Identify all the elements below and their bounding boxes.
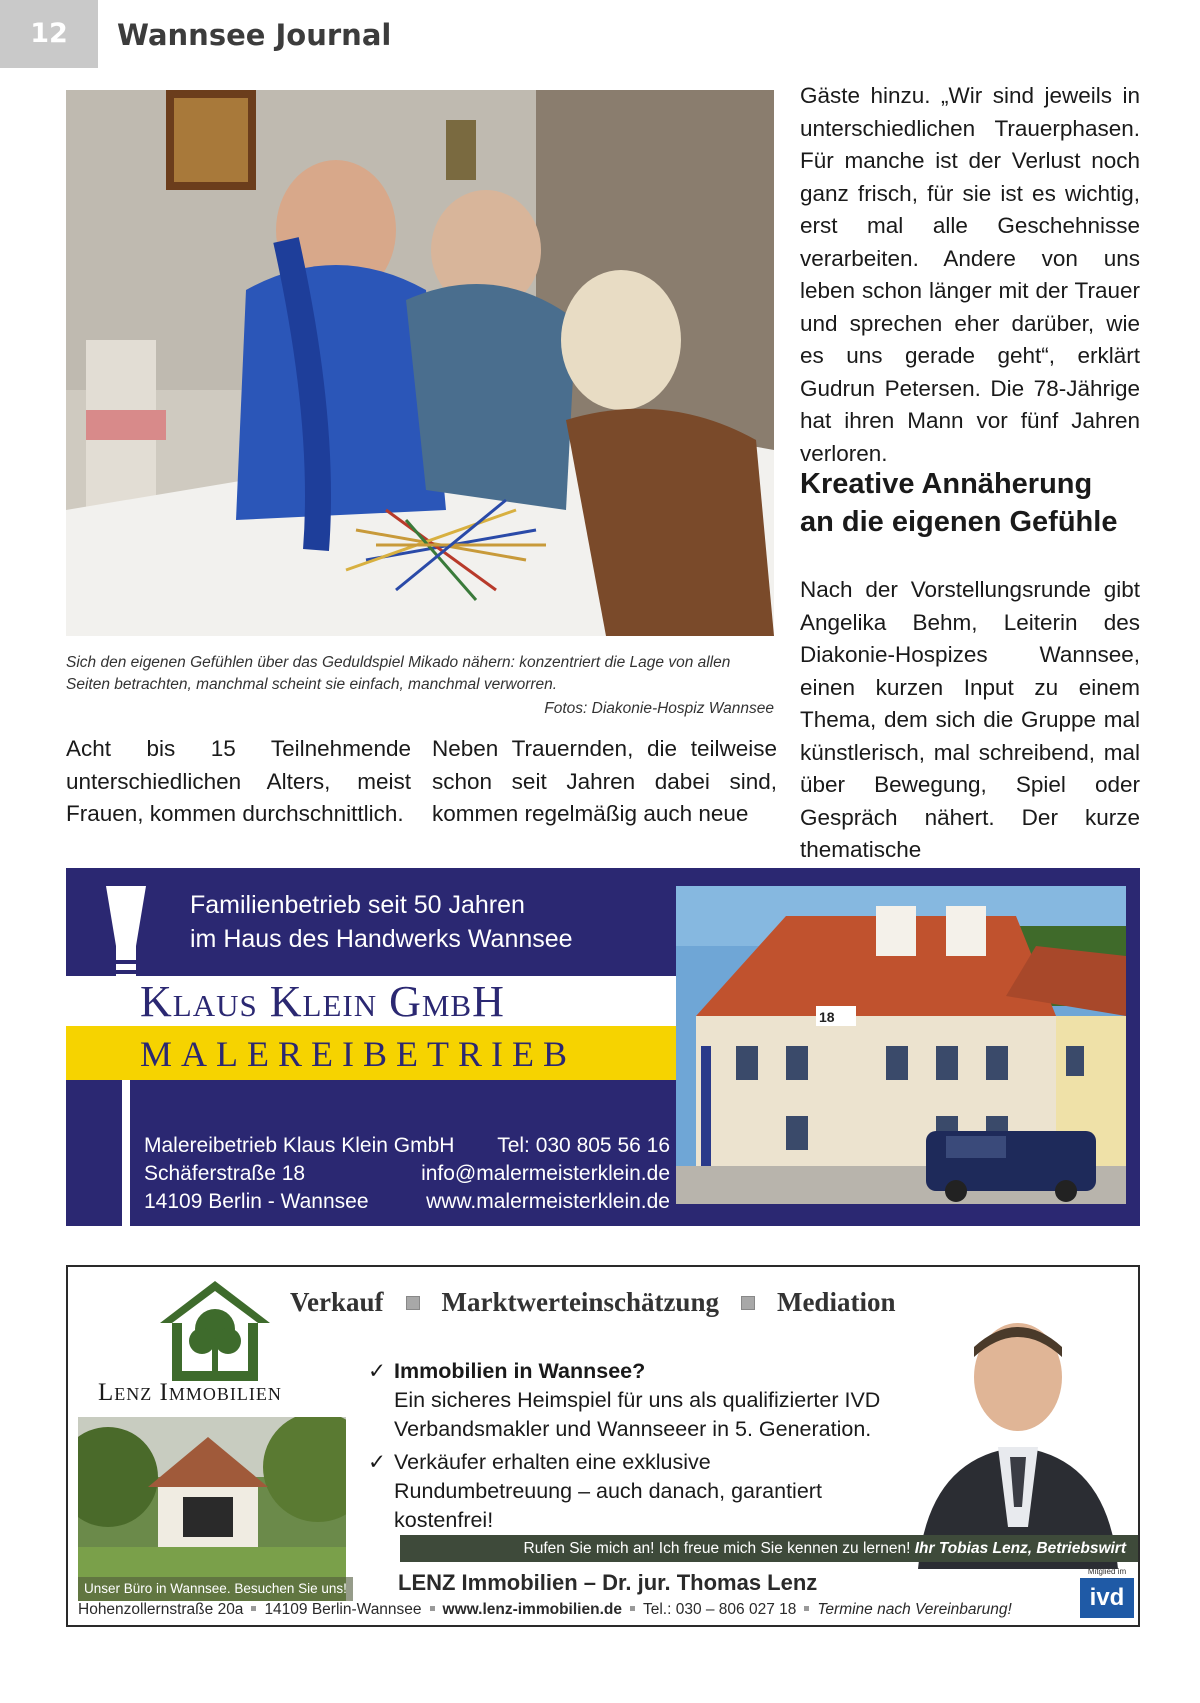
lenz-footer-tel[interactable]: Tel.: 030 – 806 027 18 [642, 1601, 797, 1618]
page-number: 12 [0, 0, 98, 68]
ad-lenz-immobilien [66, 1265, 1140, 1627]
klein-website[interactable]: www.malermeisterklein.de [426, 1190, 670, 1213]
photo-credit: Fotos: Diakonie-Hospiz Wannsee [544, 700, 774, 717]
article-text-right-top: Gäste hinzu. „Wir sind jeweils in unterschiedlichen Trauerphasen. Für manche ist der Verlust noch ganz frisch, für sie ist es wichtig, erst mal alle Geschehnisse verarbeiten. Andere von uns leben schon länger mit der Trauer und sprechen eher darüber, wie es uns gerade geht“, erklärt Gudrun Petersen. Die 78-Jährige hat ihren Mann vor fünf Jahren verloren. [800, 83, 1140, 466]
lenz-bullet-1-title: Immobilien in Wannsee? [394, 1359, 646, 1383]
lenz-bullet-1-text: Ein sicheres Heimspiel für uns als qualifizierter IVD Verbandsmakler und Wannseeer in 5. Generation. [394, 1388, 881, 1441]
section-heading-line-1: Kreative Annäherung [800, 468, 1093, 500]
ivd-logo: ivd [1080, 1578, 1134, 1618]
lenz-office-photo [78, 1417, 346, 1601]
lenz-service-2: Marktwerteinschätzung [441, 1287, 719, 1317]
separator-dot-icon [804, 1606, 809, 1611]
klein-company-name: Klaus Klein GmbH [140, 977, 505, 1026]
checkmark-icon: ✓ [368, 1450, 387, 1474]
article-photo [66, 90, 774, 636]
separator-dot-icon [630, 1606, 635, 1611]
klein-address-3: 14109 Berlin - Wannsee [144, 1190, 369, 1213]
journal-title: Wannsee Journal [117, 18, 392, 52]
lenz-footer-city: 14109 Berlin-Wannsee [264, 1601, 422, 1618]
klein-tel[interactable]: Tel: 030 805 56 16 [497, 1134, 670, 1157]
ivd-member-badge [1080, 1567, 1134, 1619]
klein-address-1: Malereibetrieb Klaus Klein GmbH [144, 1134, 455, 1157]
separator-dot-icon [251, 1606, 256, 1611]
house-tree-logo-icon [160, 1281, 270, 1381]
klein-address-2: Schäferstraße 18 [144, 1162, 306, 1185]
article-text-col-b: Neben Trauernden, die teilweise schon seit Jahren dabei sind, kommen regelmäßig auch neue [432, 736, 777, 826]
klein-email[interactable]: info@malermeisterklein.de [421, 1162, 670, 1185]
lenz-photo-label: Unser Büro in Wannsee. Besuchen Sie uns! [78, 1577, 353, 1601]
lenz-contact-bar [400, 1535, 1140, 1562]
lenz-bullet-2-text: Verkäufer erhalten eine exklusive Rundumbetreuung – auch danach, garantiert kostenfrei! [394, 1450, 822, 1532]
ivd-member-label: Mitglied im [1087, 1567, 1127, 1576]
klein-house-photo [676, 886, 1126, 1204]
klein-tagline-2: im Haus des Handwerks Wannsee [190, 925, 573, 953]
lenz-footer-address: Hohenzollernstraße 20a [78, 1601, 244, 1618]
lenz-footer [78, 1601, 1012, 1619]
klein-trade: MALEREIBETRIEB [140, 1034, 576, 1074]
section-heading [800, 465, 1140, 541]
lenz-bar-text: Rufen Sie mich an! Ich freue mich Sie kennen zu lernen! [523, 1540, 911, 1557]
lenz-bullet-list [368, 1357, 888, 1539]
lenz-company-line: LENZ Immobilien – Dr. jur. Thomas Lenz [398, 1570, 818, 1595]
klein-tagline [190, 888, 573, 956]
lenz-service-1: Verkauf [290, 1287, 384, 1317]
section-heading-line-2: an die eigenen Gefühle [800, 506, 1118, 538]
lenz-logo-name: Lenz Immobilien [98, 1379, 282, 1406]
lenz-service-3: Mediation [776, 1287, 896, 1317]
lenz-footer-note: Termine nach Vereinbarung! [817, 1601, 1012, 1618]
lenz-bullet-2 [368, 1448, 888, 1535]
photo-caption: Sich den eigenen Gefühlen über das Geduldspiel Mikado nähern: konzentriert die Lage von allen Seiten betrachten, manchmal scheint sie einfach, manchmal verworren. [66, 654, 731, 693]
square-bullet-icon [406, 1296, 420, 1310]
article-text-right-bottom: Nach der Vorstellungsrunde gibt Angelika Behm, Leiterin des Diakonie-Hospizes Wannsee, einen kurzen Input zu einem Thema, dem sich die Gruppe mal künstlerisch, mal schreibend, mal über Bewegung, Spiel oder Gespräch nähert. Der kurze thematische [800, 577, 1140, 862]
klein-tagline-1: Familienbetrieb seit 50 Jahren [190, 891, 525, 919]
article-text-col-a: Acht bis 15 Teilnehmende unterschiedlichen Alters, meist Frauen, kommen durchschnittlich. [66, 736, 411, 826]
ad-klaus-klein [66, 868, 1140, 1226]
klein-house-number: 18 [819, 1009, 835, 1025]
square-bullet-icon [741, 1296, 755, 1310]
lenz-bullet-1 [368, 1357, 888, 1444]
lenz-portrait [898, 1307, 1138, 1569]
lenz-bar-signature: Ihr Tobias Lenz, Betriebswirt [914, 1540, 1126, 1557]
lenz-services [290, 1287, 895, 1318]
checkmark-icon: ✓ [368, 1359, 387, 1383]
lenz-footer-website[interactable]: www.lenz-immobilien.de [442, 1601, 622, 1618]
separator-dot-icon [430, 1606, 435, 1611]
